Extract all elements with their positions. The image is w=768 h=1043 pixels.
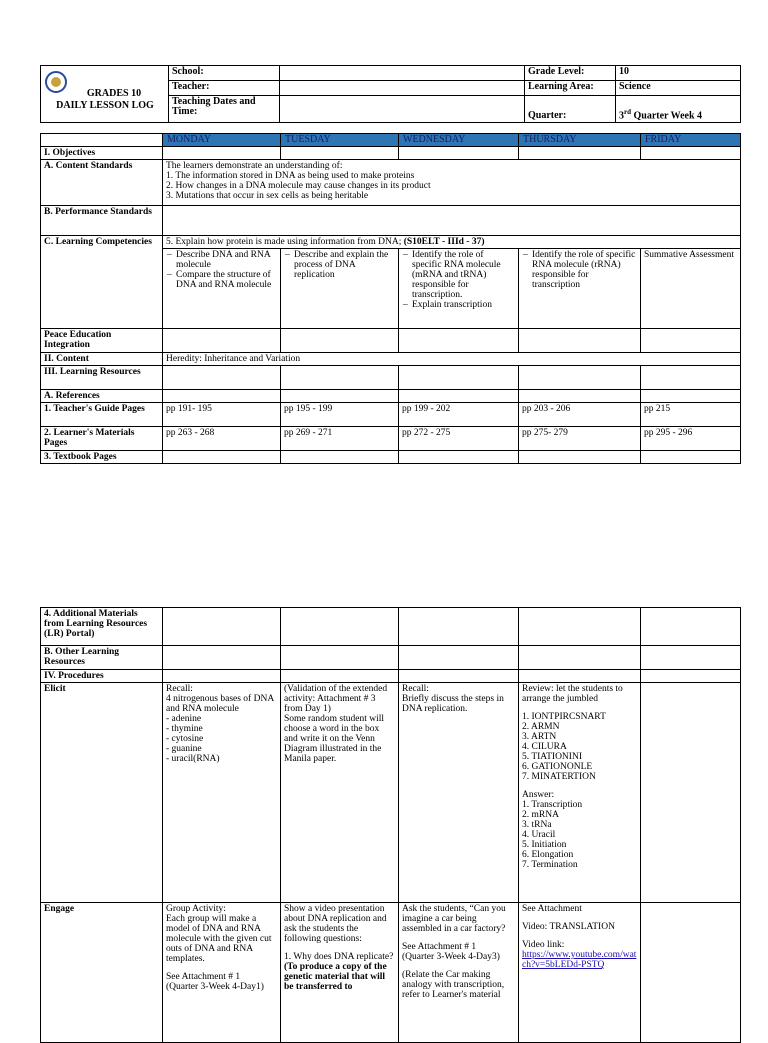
content-value: Heredity: Inheritance and Variation <box>163 353 741 366</box>
engage-thursday: See Attachment Video: TRANSLATION Video link: https://www.youtube.com/watch?v=5bLEDd-PSTQ <box>519 903 641 1043</box>
engage-label: Engage <box>41 903 163 1043</box>
procedures-label: IV. Procedures <box>41 670 163 683</box>
grade-level-label: Grade Level: <box>525 66 616 81</box>
peace-education-label: Peace Education Integration <box>41 329 163 353</box>
objectives-label: I. Objectives <box>41 147 163 160</box>
day-header-friday: FRIDAY <box>641 134 741 147</box>
content-label: II. Content <box>41 353 163 366</box>
header-table <box>40 65 741 123</box>
tg-friday: pp 215 <box>641 403 741 427</box>
tg-wednesday: pp 199 - 202 <box>399 403 519 427</box>
elicit-thursday: Review: let the students to arrange the jumbled 1. IONTPIRCSNART 2. ARMN 3. ARTN 4. CILURA 5. TIATIONINI 6. GATIONONLE 7. MINATERTION Answer: 1. Transcription 2. mRNA 3. tRNa 4. Uracil 5. Initiation 6. Elongation 7. Termination <box>519 683 641 903</box>
competency-tuesday: – Describe and explain the process of DNA replication <box>281 249 399 329</box>
teacher-value <box>280 80 525 95</box>
dates-value <box>280 95 525 122</box>
engage-wednesday: Ask the students, “Can you imagine a car being assembled in a car factory? See Attachment # 1 (Quarter 3-Week 4-Day3) (Relate the Car making analogy with transcription, refer to Learner's material <box>399 903 519 1043</box>
dates-label: Teaching Dates and Time: <box>169 95 280 122</box>
grade-level-value: 10 <box>616 66 741 81</box>
competency-wednesday: – Identify the role of specific RNA molecule (mRNA and tRNA) responsible for transcription. – Explain transcription <box>399 249 519 329</box>
references-label: A. References <box>41 390 163 403</box>
lm-friday: pp 295 - 296 <box>641 427 741 451</box>
lm-thursday: pp 275- 279 <box>519 427 641 451</box>
quarter-label: Quarter: <box>525 95 616 122</box>
day-header-monday: MONDAY <box>163 134 281 147</box>
engage-monday: Group Activity: Each group will make a model of DNA and RNA molecule with the given cut outs of DNA and RNA templates. See Attachment # 1 (Quarter 3-Week 4-Day1) <box>163 903 281 1043</box>
lesson-table-1 <box>40 133 741 464</box>
learning-competencies-label: C. Learning Competencies <box>41 236 163 329</box>
competency-friday: Summative Assessment <box>641 249 741 329</box>
competency-monday: – Describe DNA and RNA molecule – Compare the structure of DNA and RNA molecule <box>163 249 281 329</box>
engage-tuesday: Show a video presentation about DNA replication and ask the students the following questions: 1. Why does DNA replicate? (To produce a copy of the genetic material that will be transferred to <box>281 903 399 1043</box>
learning-area-label: Learning Area: <box>525 80 616 95</box>
translation-video-link[interactable]: https://www.youtube.com/watch?v=5bLEDd-PSTQ <box>522 950 637 970</box>
competency-main: 5. Explain how protein is made using information from DNA; (S10ELT - IIId - 37) <box>163 236 741 249</box>
lm-monday: pp 263 - 268 <box>163 427 281 451</box>
lm-wednesday: pp 272 - 275 <box>399 427 519 451</box>
quarter-value: 3rd Quarter Week 4 <box>616 95 741 122</box>
engage-friday <box>641 903 741 1043</box>
performance-standards-text <box>163 206 741 236</box>
performance-standards-label: B. Performance Standards <box>41 206 163 236</box>
teachers-guide-label: 1. Teacher's Guide Pages <box>41 403 163 427</box>
school-value <box>280 66 525 81</box>
lesson-table-2 <box>40 607 741 1043</box>
school-seal-cell <box>41 66 169 123</box>
other-resources-label: B. Other Learning Resources <box>41 646 163 670</box>
day-header-tuesday: TUESDAY <box>281 134 399 147</box>
log-title: GRADES 10 DAILY LESSON LOG <box>56 88 154 111</box>
learners-materials-label: 2. Learner's Materials Pages <box>41 427 163 451</box>
school-label: School: <box>169 66 280 81</box>
lm-tuesday: pp 269 - 271 <box>281 427 399 451</box>
tg-monday: pp 191- 195 <box>163 403 281 427</box>
content-standards-text: The learners demonstrate an understanding of: 1. The information stored in DNA as being used to make proteins 2. How changes in a DNA molecule may cause changes in its product 3. Mutations that occur in sex cells as being heritable <box>163 160 741 206</box>
teacher-label: Teacher: <box>169 80 280 95</box>
day-header-wednesday: WEDNESDAY <box>399 134 519 147</box>
elicit-friday <box>641 683 741 903</box>
textbook-pages-label: 3. Textbook Pages <box>41 451 163 464</box>
elicit-wednesday: Recall: Briefly discuss the steps in DNA replication. <box>399 683 519 903</box>
elicit-tuesday: (Validation of the extended activity: Attachment # 3 from Day 1) Some random student will choose a word in the box and write it on the Venn Diagram illustrated in the Manila paper. <box>281 683 399 903</box>
lesson-table-2-block <box>40 607 740 1043</box>
corner-cell <box>41 134 163 147</box>
learning-resources-label: III. Learning Resources <box>41 366 163 390</box>
header-block <box>40 65 740 123</box>
competency-thursday: – Identify the role of specific RNA molecule (rRNA) responsible for transcription <box>519 249 641 329</box>
tg-tuesday: pp 195 - 199 <box>281 403 399 427</box>
lesson-table-1-block <box>40 133 740 464</box>
content-standards-label: A. Content Standards <box>41 160 163 206</box>
elicit-label: Elicit <box>41 683 163 903</box>
additional-materials-label: 4. Additional Materials from Learning Resources (LR) Portal) <box>41 608 163 646</box>
elicit-monday: Recall: 4 nitrogenous bases of DNA and RNA molecule - adenine - thymine - cytosine - guanine - uracil(RNA) <box>163 683 281 903</box>
tg-thursday: pp 203 - 206 <box>519 403 641 427</box>
day-header-thursday: THURSDAY <box>519 134 641 147</box>
learning-area-value: Science <box>616 80 741 95</box>
